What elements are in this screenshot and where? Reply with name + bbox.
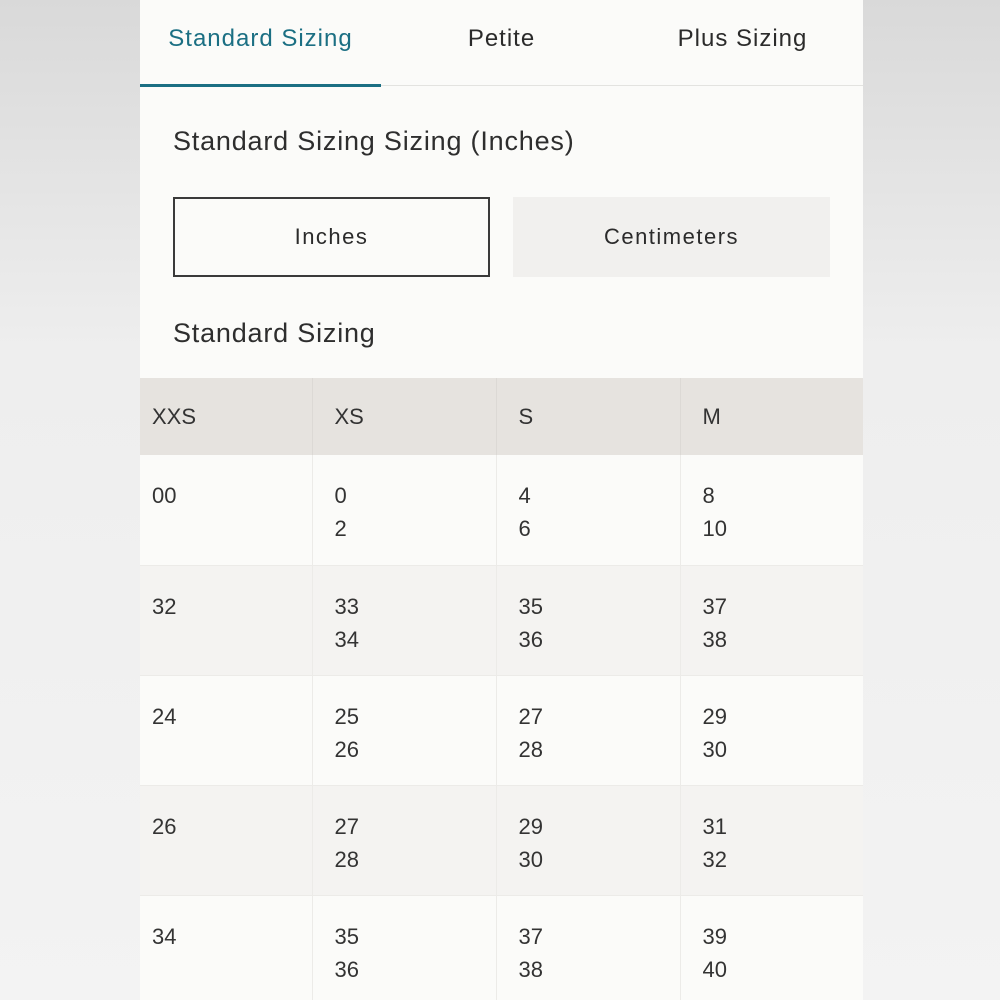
size-chart-panel: [140, 0, 863, 1000]
cell-value: 37: [518, 923, 543, 949]
cell-value: 6: [518, 516, 531, 541]
cell-value: 32: [152, 593, 177, 619]
cell-value: 30: [518, 846, 543, 872]
table-row: [140, 895, 863, 1000]
table-header-row: [140, 378, 863, 455]
table-cell: [140, 455, 312, 565]
table-cell: [312, 785, 496, 895]
cell-value: 4: [518, 483, 531, 508]
cell-value: 28: [518, 736, 543, 762]
cell-value: 27: [334, 813, 359, 839]
table-cell: [140, 785, 312, 895]
section-title: Standard Sizing Sizing (Inches): [173, 126, 575, 156]
table-cell: [312, 565, 496, 675]
table-cell: [680, 565, 863, 675]
cell-value: 29: [518, 813, 543, 839]
inches-button[interactable]: Inches: [173, 197, 490, 277]
table-cell: [496, 675, 680, 785]
table-cell: [496, 785, 680, 895]
cell-value: 34: [334, 626, 359, 652]
table-cell: [496, 565, 680, 675]
cell-value: 27: [518, 703, 543, 729]
cell-value: 33: [334, 593, 359, 619]
table-cell: [496, 895, 680, 1000]
cell-value: 32: [702, 846, 727, 872]
cell-value: 37: [702, 593, 727, 619]
table-row: [140, 675, 863, 785]
table-cell: [140, 895, 312, 1000]
cell-value: 36: [334, 956, 359, 982]
size-table: [140, 378, 863, 1000]
column-header-s: S: [496, 378, 680, 455]
column-header-xxs: XXS: [140, 378, 312, 455]
centimeters-button[interactable]: Centimeters: [513, 197, 830, 277]
size-table-body: [140, 455, 863, 1000]
cell-value: 2: [334, 516, 347, 541]
cell-value: 26: [334, 736, 359, 762]
tab-petite[interactable]: Petite: [467, 24, 536, 52]
cell-value: 40: [702, 956, 727, 982]
cell-value: 28: [334, 846, 359, 872]
cell-value: 34: [152, 923, 177, 949]
cell-value: 38: [702, 626, 727, 652]
table-cell: [140, 565, 312, 675]
sizing-tabs: [140, 0, 863, 86]
cell-value: 35: [518, 593, 543, 619]
cell-value: 00: [152, 483, 177, 508]
cell-value: 36: [518, 626, 543, 652]
table-row: [140, 785, 863, 895]
cell-value: 31: [702, 813, 727, 839]
table-cell: [680, 675, 863, 785]
cell-value: 25: [334, 703, 359, 729]
cell-value: 0: [334, 483, 347, 508]
table-cell: [680, 895, 863, 1000]
cell-value: 24: [152, 703, 177, 729]
table-cell: [312, 675, 496, 785]
column-header-xs: XS: [312, 378, 496, 455]
table-title: Standard Sizing: [173, 318, 376, 348]
cell-value: 35: [334, 923, 359, 949]
tab-plus-sizing[interactable]: Plus Sizing: [677, 24, 808, 52]
cell-value: 10: [702, 516, 727, 541]
table-cell: [680, 785, 863, 895]
cell-value: 38: [518, 956, 543, 982]
table-row: [140, 565, 863, 675]
cell-value: 8: [702, 483, 715, 508]
column-header-m: M: [680, 378, 863, 455]
table-row: [140, 455, 863, 565]
table-cell: [496, 455, 680, 565]
table-cell: [140, 675, 312, 785]
cell-value: 30: [702, 736, 727, 762]
table-cell: [312, 455, 496, 565]
active-tab-indicator: [140, 84, 381, 87]
table-cell: [312, 895, 496, 1000]
cell-value: 39: [702, 923, 727, 949]
table-cell: [680, 455, 863, 565]
tab-standard-sizing[interactable]: Standard Sizing: [168, 24, 353, 52]
cell-value: 26: [152, 813, 177, 839]
cell-value: 29: [702, 703, 727, 729]
